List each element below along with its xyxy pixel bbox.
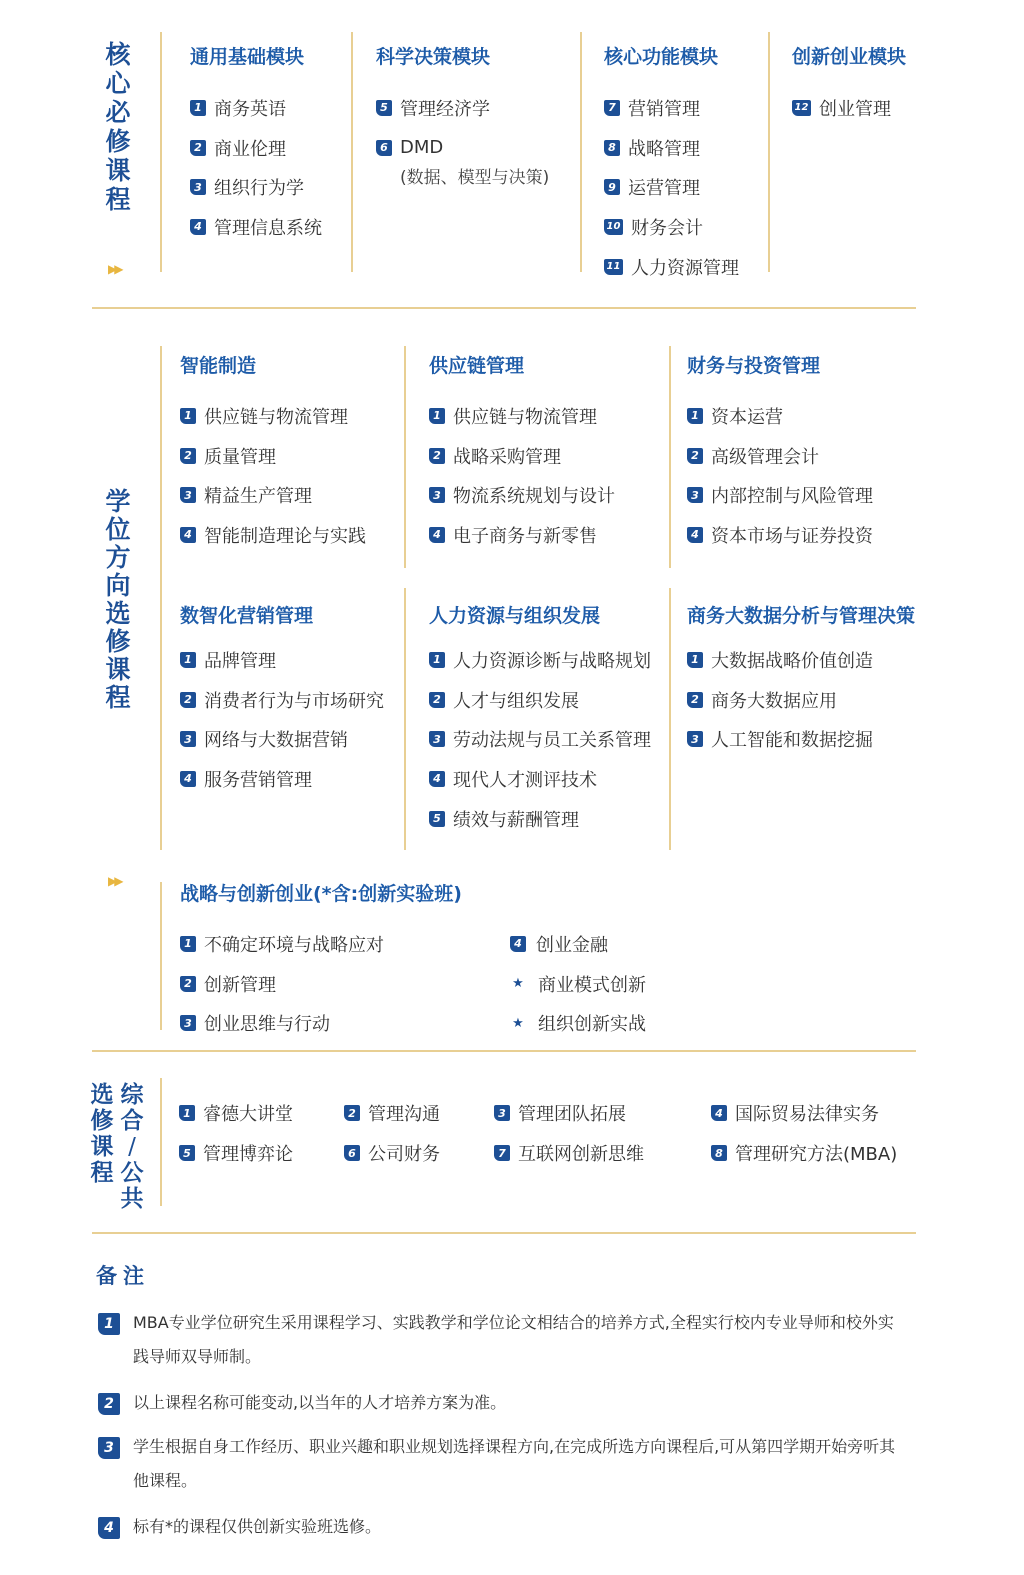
divider	[160, 32, 162, 272]
number-badge: 3	[494, 1105, 510, 1121]
public-course-item: 3 管理团队拓展	[494, 1100, 626, 1126]
course-item: 3 物流系统规划与设计	[429, 475, 615, 515]
number-badge: 2	[190, 140, 206, 156]
divider	[768, 32, 770, 272]
number-badge: 1	[179, 1105, 195, 1121]
course-item: 2 战略采购管理	[429, 436, 615, 476]
number-badge: 4	[190, 219, 206, 235]
number-badge: 3	[180, 731, 196, 747]
number-badge: 2	[180, 976, 196, 992]
course-item: 1 供应链与物流管理	[180, 396, 366, 436]
number-badge: 3	[98, 1437, 120, 1459]
public-course-item: 8 管理研究方法(MBA)	[711, 1140, 897, 1166]
course-item: 3 组织行为学	[190, 167, 322, 207]
section-divider	[92, 1232, 916, 1234]
direction-title: 智能制造	[180, 355, 257, 377]
course-item: 2 人才与组织发展	[429, 680, 651, 720]
course-item: ★ 组织创新实战	[510, 1003, 646, 1043]
number-badge: 3	[687, 731, 703, 747]
number-badge: 4	[687, 527, 703, 543]
public-title-col1: 综 合 / 公 共	[120, 1082, 144, 1212]
number-badge: 8	[711, 1145, 727, 1161]
elective-section-title: 学 位 方 向 选 修 课 程	[105, 487, 131, 712]
direction-title: 人力资源与组织发展	[429, 605, 601, 627]
note-item	[98, 1392, 908, 1420]
direction-title: 战略与创新创业(*含:创新实验班)	[180, 883, 462, 905]
number-badge: 9	[604, 179, 620, 195]
course-item: 12 创业管理	[792, 88, 906, 128]
number-badge: 1	[98, 1313, 120, 1335]
core-module-decision	[376, 42, 549, 188]
core-module-function	[604, 42, 739, 286]
divider	[160, 1078, 162, 1206]
core-module-innovation	[792, 42, 906, 128]
course-item: 4 创业金融	[510, 924, 646, 964]
course-item: ★ 商业模式创新	[510, 964, 646, 1004]
direction-strategy-innovation	[180, 879, 462, 1043]
public-course-item: 7 互联网创新思维	[494, 1140, 644, 1166]
divider	[669, 346, 671, 568]
course-item: 1 资本运营	[687, 396, 873, 436]
course-item: 1 人力资源诊断与战略规划	[429, 640, 651, 680]
number-badge: 1	[429, 652, 445, 668]
divider	[404, 588, 406, 850]
star-icon: ★	[512, 976, 524, 992]
direction-title: 财务与投资管理	[687, 355, 821, 377]
note-text: MBA专业学位研究生采用课程学习、实践教学和学位论文相结合的培养方式,全程实行校内专业导师和校外实践导师双导师制。	[133, 1313, 894, 1366]
public-title-col2: 选 修 课 程	[90, 1082, 114, 1186]
course-item: 2 创新管理	[180, 964, 462, 1004]
core-section-title: 核 心 必 修 课 程	[105, 40, 131, 214]
number-badge: 4	[711, 1105, 727, 1121]
number-badge: 7	[604, 100, 620, 116]
course-item: 3 精益生产管理	[180, 475, 366, 515]
direction-business-big-data	[687, 601, 915, 759]
course-item: 5 绩效与薪酬管理	[429, 799, 651, 839]
number-badge: 6	[376, 140, 392, 156]
course-item: 1 不确定环境与战略应对	[180, 924, 462, 964]
direction-digital-marketing	[180, 601, 384, 799]
number-badge: 4	[98, 1517, 120, 1539]
core-arrow-icon: ▶▶	[108, 262, 121, 276]
course-item: 3 内部控制与风险管理	[687, 475, 873, 515]
course-item: 4 现代人才测评技术	[429, 759, 651, 799]
course-item: 4 电子商务与新零售	[429, 515, 615, 555]
course-item: 2 质量管理	[180, 436, 366, 476]
course-item: 7 营销管理	[604, 88, 739, 128]
direction-title: 供应链管理	[429, 355, 525, 377]
course-item: 4 资本市场与证券投资	[687, 515, 873, 555]
divider	[404, 346, 406, 568]
direction-title: 数智化营销管理	[180, 605, 314, 627]
divider	[351, 32, 353, 272]
number-badge: 1	[687, 652, 703, 668]
number-badge: 1	[180, 408, 196, 424]
number-badge: 2	[180, 692, 196, 708]
number-badge: 4	[180, 527, 196, 543]
direction-intelligent-manufacturing	[180, 351, 366, 555]
direction-supply-chain	[429, 351, 615, 555]
note-item	[98, 1436, 908, 1498]
course-item: 4 管理信息系统	[190, 207, 322, 247]
section-divider	[92, 307, 916, 309]
number-badge: 4	[510, 936, 526, 952]
course-item: 1 商务英语	[190, 88, 322, 128]
divider	[160, 346, 162, 850]
strategy-right-column	[510, 924, 646, 1043]
public-section-title	[88, 1082, 148, 1212]
course-item: 3 网络与大数据营销	[180, 719, 384, 759]
public-course-item: 2 管理沟通	[344, 1100, 440, 1126]
direction-hr-organization	[429, 601, 651, 838]
number-badge: 3	[190, 179, 206, 195]
course-item: 10 财务会计	[604, 207, 739, 247]
course-subtitle: (数据、模型与决策)	[400, 168, 550, 189]
number-badge: 1	[687, 408, 703, 424]
number-badge: 7	[494, 1145, 510, 1161]
course-item: 2 消费者行为与市场研究	[180, 680, 384, 720]
number-badge: 5	[376, 100, 392, 116]
course-item: 5 管理经济学	[376, 88, 549, 128]
course-item: 3 人工智能和数据挖掘	[687, 719, 915, 759]
number-badge: 5	[179, 1145, 195, 1161]
course-item: 2 高级管理会计	[687, 436, 873, 476]
note-text: 以上课程名称可能变动,以当年的人才培养方案为准。	[133, 1393, 507, 1412]
module-title: 核心功能模块	[604, 46, 719, 68]
module-title: 创新创业模块	[792, 46, 907, 68]
course-item: 2 商业伦理	[190, 128, 322, 168]
note-item	[98, 1516, 908, 1544]
module-title: 通用基础模块	[190, 46, 305, 68]
number-badge: 4	[429, 527, 445, 543]
course-item: 1 供应链与物流管理	[429, 396, 615, 436]
number-badge: 12	[792, 100, 811, 116]
course-item: 3 创业思维与行动	[180, 1003, 462, 1043]
public-course-item: 6 公司财务	[344, 1140, 440, 1166]
course-item: 3 劳动法规与员工关系管理	[429, 719, 651, 759]
divider	[160, 882, 162, 1030]
number-badge: 1	[180, 652, 196, 668]
elective-arrow-icon: ▶▶	[108, 874, 121, 888]
number-badge: 11	[604, 259, 623, 275]
number-badge: 6	[344, 1145, 360, 1161]
number-badge: 4	[180, 771, 196, 787]
course-item: 2 商务大数据应用	[687, 680, 915, 720]
note-text: 标有*的课程仅供创新实验班选修。	[133, 1517, 382, 1536]
number-badge: 5	[429, 811, 445, 827]
note-item	[98, 1312, 908, 1374]
number-badge: 3	[687, 487, 703, 503]
number-badge: 3	[429, 731, 445, 747]
section-divider	[92, 1050, 916, 1052]
number-badge: 2	[429, 448, 445, 464]
divider	[580, 32, 582, 272]
number-badge: 3	[180, 487, 196, 503]
number-badge: 2	[429, 692, 445, 708]
number-badge: 4	[429, 771, 445, 787]
number-badge: 2	[687, 448, 703, 464]
core-module-general	[190, 42, 322, 247]
course-item: 8 战略管理	[604, 128, 739, 168]
module-title: 科学决策模块	[376, 46, 491, 68]
notes-title: 备注	[96, 1264, 150, 1288]
public-course-item: 1 睿德大讲堂	[179, 1100, 293, 1126]
number-badge: 1	[429, 408, 445, 424]
star-icon: ★	[512, 1015, 524, 1031]
public-course-item: 4 国际贸易法律实务	[711, 1100, 879, 1126]
number-badge: 10	[604, 219, 623, 235]
number-badge: 2	[98, 1393, 120, 1415]
number-badge: 3	[180, 1015, 196, 1031]
number-badge: 3	[429, 487, 445, 503]
course-item: 1 大数据战略价值创造	[687, 640, 915, 680]
course-item: 1 品牌管理	[180, 640, 384, 680]
course-item: 4 服务营销管理	[180, 759, 384, 799]
number-badge: 1	[190, 100, 206, 116]
course-item: 11 人力资源管理	[604, 247, 739, 287]
public-course-item: 5 管理博弈论	[179, 1140, 293, 1166]
number-badge: 2	[344, 1105, 360, 1121]
note-text: 学生根据自身工作经历、职业兴趣和职业规划选择课程方向,在完成所选方向课程后,可从第四学期开始旁听其他课程。	[133, 1437, 896, 1490]
course-item: 9 运营管理	[604, 167, 739, 207]
direction-title: 商务大数据分析与管理决策	[687, 605, 916, 627]
course-item: 6 DMD	[376, 128, 549, 168]
number-badge: 8	[604, 140, 620, 156]
course-item: 4 智能制造理论与实践	[180, 515, 366, 555]
number-badge: 2	[687, 692, 703, 708]
number-badge: 2	[180, 448, 196, 464]
direction-finance-investment	[687, 351, 873, 555]
number-badge: 1	[180, 936, 196, 952]
divider	[669, 588, 671, 850]
